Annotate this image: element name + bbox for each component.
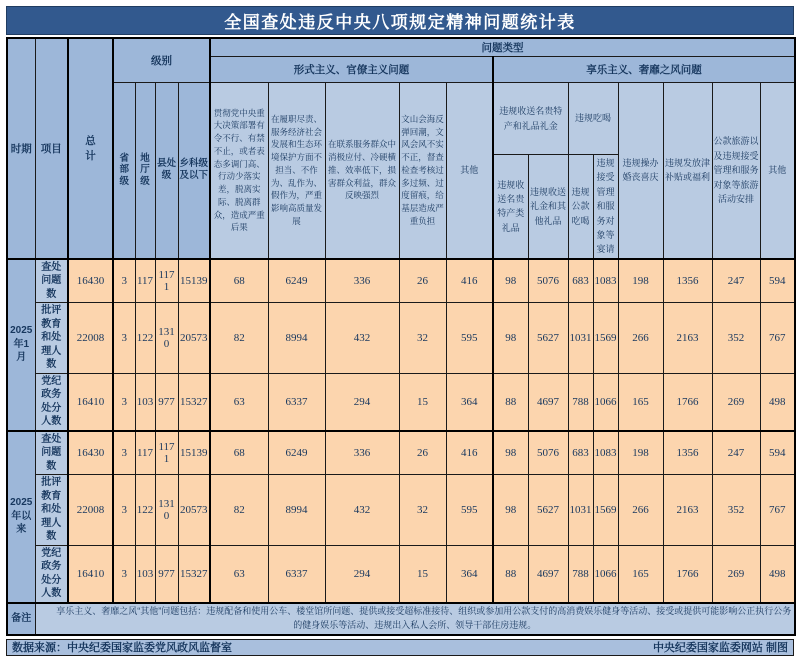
data-cell: 594 xyxy=(760,431,795,475)
data-cell: 198 xyxy=(618,259,663,303)
data-cell: 498 xyxy=(760,545,795,603)
data-cell: 26 xyxy=(399,431,446,475)
header-level-group: 级别 xyxy=(113,38,210,83)
page-title: 全国查处违反中央八项规定精神问题统计表 xyxy=(224,13,576,32)
data-cell: 767 xyxy=(760,475,795,546)
data-cell: 15 xyxy=(399,545,446,603)
data-cell: 68 xyxy=(210,259,268,303)
data-cell: 336 xyxy=(325,259,399,303)
header-level-province: 省部级 xyxy=(113,83,135,259)
data-cell: 364 xyxy=(446,545,493,603)
data-cell: 88 xyxy=(493,545,528,603)
data-source-text: 数据来源：中央纪委国家监委党风政风监督室 xyxy=(12,642,232,655)
data-cell: 977 xyxy=(155,373,178,431)
data-cell: 767 xyxy=(760,303,795,374)
data-cell: 269 xyxy=(712,545,760,603)
data-cell: 1083 xyxy=(593,259,618,303)
data-cell: 15139 xyxy=(178,259,210,303)
data-cell: 3 xyxy=(113,545,135,603)
data-cell: 8994 xyxy=(268,475,325,546)
data-cell: 122 xyxy=(135,475,155,546)
table-row xyxy=(7,545,795,603)
data-cell: 683 xyxy=(568,431,593,475)
data-cell: 1066 xyxy=(593,373,618,431)
data-cell: 32 xyxy=(399,475,446,546)
data-cell: 20573 xyxy=(178,475,210,546)
header-allowances: 违规发放津补贴或福利 xyxy=(663,83,712,259)
title-bar xyxy=(6,6,794,35)
data-cell: 198 xyxy=(618,431,663,475)
data-cell: 6337 xyxy=(268,373,325,431)
data-cell: 416 xyxy=(446,431,493,475)
header-hedonism-group: 享乐主义、奢靡之风问题 xyxy=(493,57,795,83)
data-cell: 3 xyxy=(113,303,135,374)
row-label: 党纪政务处分人数 xyxy=(35,545,68,603)
data-cell: 15139 xyxy=(178,431,210,475)
data-cell: 103 xyxy=(135,545,155,603)
data-cell: 22008 xyxy=(68,475,113,546)
data-cell: 595 xyxy=(446,475,493,546)
header-formalism-col-2: 在履职尽责、服务经济社会发展和生态环境保护方面不担当、不作为、乱作为、假作为，严重影响高质量发展 xyxy=(268,83,325,259)
data-cell: 82 xyxy=(210,303,268,374)
data-cell: 364 xyxy=(446,373,493,431)
data-cell: 247 xyxy=(712,259,760,303)
data-cell: 595 xyxy=(446,303,493,374)
header-gifts-cash: 违规收送礼金和其他礼品 xyxy=(528,155,568,259)
header-level-prefecture: 地厅级 xyxy=(135,83,155,259)
data-cell: 266 xyxy=(618,303,663,374)
data-cell: 1310 xyxy=(155,475,178,546)
data-cell: 88 xyxy=(493,373,528,431)
table-row xyxy=(7,259,795,303)
data-cell: 1569 xyxy=(593,303,618,374)
data-cell: 432 xyxy=(325,303,399,374)
data-cell: 16410 xyxy=(68,373,113,431)
data-cell: 1356 xyxy=(663,431,712,475)
data-cell: 3 xyxy=(113,475,135,546)
row-label: 批评教育和处理人数 xyxy=(35,303,68,374)
data-cell: 294 xyxy=(325,545,399,603)
data-cell: 498 xyxy=(760,373,795,431)
data-cell: 1569 xyxy=(593,475,618,546)
row-label: 批评教育和处理人数 xyxy=(35,475,68,546)
remark-label: 备注 xyxy=(7,603,35,635)
data-cell: 117 xyxy=(135,431,155,475)
data-cell: 22008 xyxy=(68,303,113,374)
data-cell: 1356 xyxy=(663,259,712,303)
header-item: 项目 xyxy=(35,38,68,259)
row-label: 查处问题数 xyxy=(35,259,68,303)
data-cell: 352 xyxy=(712,475,760,546)
row-label: 党纪政务处分人数 xyxy=(35,373,68,431)
data-cell: 247 xyxy=(712,431,760,475)
data-cell: 1171 xyxy=(155,431,178,475)
data-cell: 594 xyxy=(760,259,795,303)
data-cell: 6249 xyxy=(268,431,325,475)
data-cell: 32 xyxy=(399,303,446,374)
data-cell: 16410 xyxy=(68,545,113,603)
data-cell: 16430 xyxy=(68,259,113,303)
table-row xyxy=(7,431,795,475)
data-cell: 1066 xyxy=(593,545,618,603)
header-formalism-col-4: 文山会海反弹回潮，文风会风不实不正，督查检查考核过多过频、过度留痕，给基层造成严重负担 xyxy=(399,83,446,259)
data-cell: 788 xyxy=(568,545,593,603)
table-row xyxy=(7,373,795,431)
remark-text: 享乐主义、奢靡之风“其他”问题包括：违规配备和使用公车、楼堂馆所问题、提供或接受超标准接待、组织或参加用公款支付的高消费娱乐健身等活动、接受或提供可能影响公正执行公务的健身娱乐等活动、违规出入私人会所、领导干部住房违规。 xyxy=(35,603,795,635)
data-cell: 1766 xyxy=(663,545,712,603)
data-cell: 2163 xyxy=(663,303,712,374)
data-cell: 416 xyxy=(446,259,493,303)
header-period: 时期 xyxy=(7,38,35,259)
data-cell: 122 xyxy=(135,303,155,374)
data-cell: 1031 xyxy=(568,303,593,374)
data-cell: 1310 xyxy=(155,303,178,374)
remark-row xyxy=(7,603,795,635)
source-bar xyxy=(6,639,794,656)
data-cell: 82 xyxy=(210,475,268,546)
data-cell: 165 xyxy=(618,545,663,603)
header-public-funded-travel: 公款旅游以及违规接受管理和服务对象等旅游活动安排 xyxy=(712,83,760,259)
data-cell: 2163 xyxy=(663,475,712,546)
data-cell: 165 xyxy=(618,373,663,431)
header-formalism-col-1: 贯彻党中央重大决策部署有令不行、有禁不止，或者表态多调门高、行动少落实差，脱离实际、脱离群众，造成严重后果 xyxy=(210,83,268,259)
header-formalism-col-3: 在联系服务群众中消极应付、冷硬横推、效率低下，损害群众利益，群众反映强烈 xyxy=(325,83,399,259)
header-gifts-group: 违规收送名贵特产和礼品礼金 xyxy=(493,83,568,155)
data-cell: 26 xyxy=(399,259,446,303)
data-cell: 6337 xyxy=(268,545,325,603)
header-level-township: 乡科级及以下 xyxy=(178,83,210,259)
data-cell: 3 xyxy=(113,259,135,303)
header-total xyxy=(68,38,113,259)
data-cell: 1083 xyxy=(593,431,618,475)
credit-text: 中央纪委国家监委网站 制图 xyxy=(652,642,788,655)
data-cell: 68 xyxy=(210,431,268,475)
period-cell: 2025年以来 xyxy=(7,431,35,603)
header-gifts-specialty: 违规收送名贵特产类礼品 xyxy=(493,155,528,259)
data-cell: 5627 xyxy=(528,303,568,374)
data-cell: 352 xyxy=(712,303,760,374)
header-total-label: 总计 xyxy=(85,135,96,163)
data-cell: 294 xyxy=(325,373,399,431)
statistics-table xyxy=(6,37,796,636)
data-cell: 15 xyxy=(399,373,446,431)
data-cell: 336 xyxy=(325,431,399,475)
data-cell: 63 xyxy=(210,545,268,603)
header-formalism-group: 形式主义、官僚主义问题 xyxy=(210,57,493,83)
data-cell: 98 xyxy=(493,259,528,303)
data-cell: 432 xyxy=(325,475,399,546)
header-level-county: 县处级 xyxy=(155,83,178,259)
data-cell: 15327 xyxy=(178,373,210,431)
header-dining-banquets: 违规接受管理和服务对象等宴请 xyxy=(593,155,618,259)
header-hedonism-other: 其他 xyxy=(760,83,795,259)
data-cell: 6249 xyxy=(268,259,325,303)
data-cell: 103 xyxy=(135,373,155,431)
data-cell: 98 xyxy=(493,303,528,374)
period-cell: 2025年1月 xyxy=(7,259,35,431)
data-cell: 8994 xyxy=(268,303,325,374)
data-cell: 683 xyxy=(568,259,593,303)
data-cell: 266 xyxy=(618,475,663,546)
data-cell: 4697 xyxy=(528,373,568,431)
data-cell: 1766 xyxy=(663,373,712,431)
row-label: 查处问题数 xyxy=(35,431,68,475)
table-row xyxy=(7,303,795,374)
data-cell: 977 xyxy=(155,545,178,603)
header-dining-public-funds: 违规公款吃喝 xyxy=(568,155,593,259)
data-cell: 98 xyxy=(493,431,528,475)
header-formalism-other: 其他 xyxy=(446,83,493,259)
header-weddings-funerals: 违规操办婚丧喜庆 xyxy=(618,83,663,259)
data-cell: 117 xyxy=(135,259,155,303)
data-cell: 20573 xyxy=(178,303,210,374)
data-cell: 4697 xyxy=(528,545,568,603)
data-cell: 1171 xyxy=(155,259,178,303)
data-cell: 63 xyxy=(210,373,268,431)
table-row xyxy=(7,475,795,546)
data-cell: 3 xyxy=(113,373,135,431)
header-problem-type: 问题类型 xyxy=(210,38,795,57)
data-cell: 98 xyxy=(493,475,528,546)
header-dining-group: 违规吃喝 xyxy=(568,83,618,155)
data-cell: 1031 xyxy=(568,475,593,546)
data-cell: 5076 xyxy=(528,259,568,303)
data-cell: 5627 xyxy=(528,475,568,546)
data-cell: 16430 xyxy=(68,431,113,475)
data-cell: 5076 xyxy=(528,431,568,475)
data-cell: 3 xyxy=(113,431,135,475)
data-cell: 788 xyxy=(568,373,593,431)
data-cell: 15327 xyxy=(178,545,210,603)
data-cell: 269 xyxy=(712,373,760,431)
